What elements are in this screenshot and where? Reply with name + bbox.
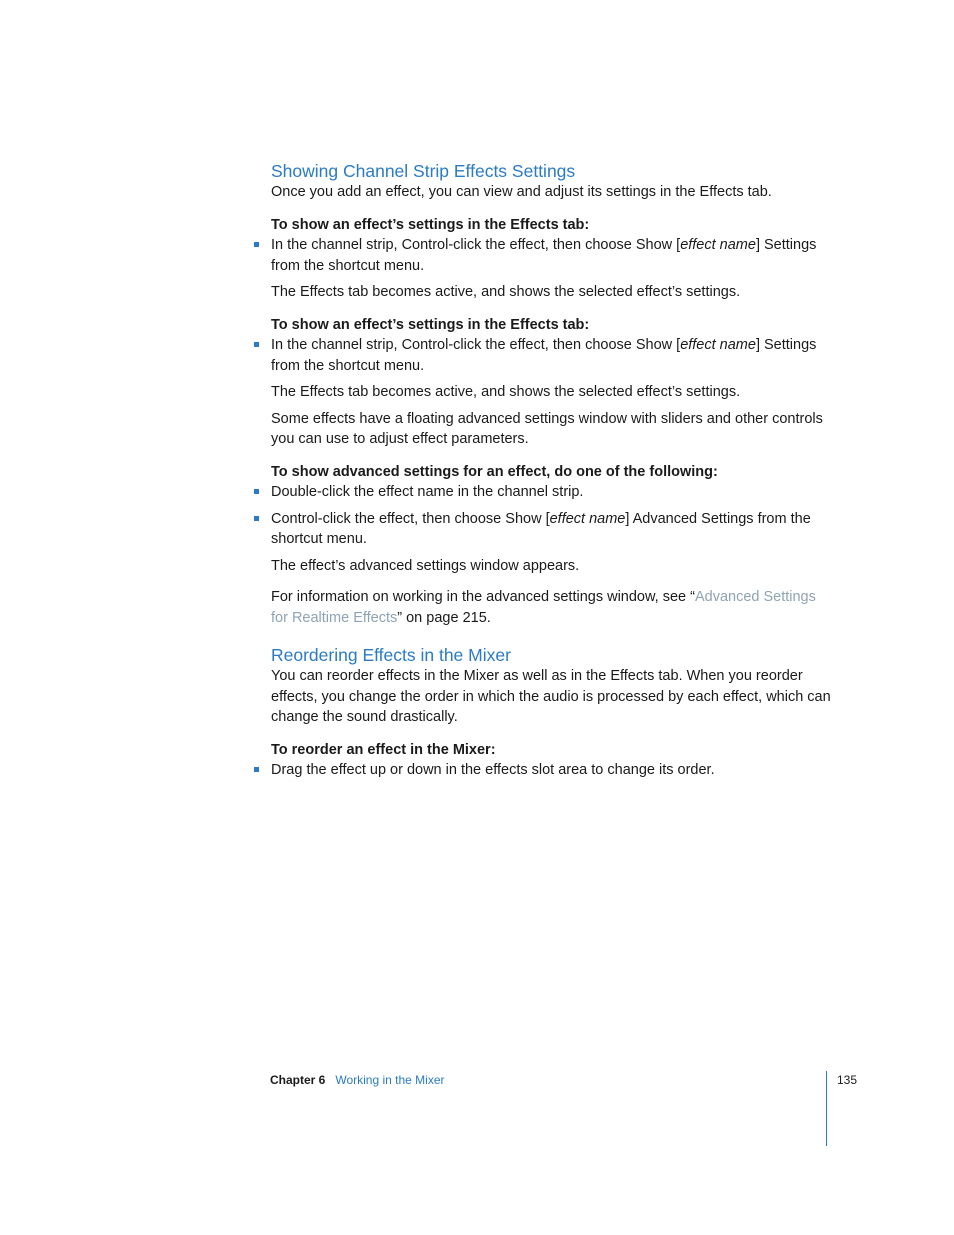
- bullet-text: Drag the effect up or down in the effects slot area to change its order.: [271, 762, 715, 778]
- bullet-text: ] Advanced Settings from the shortcut menu.: [271, 510, 811, 547]
- bullet-text: ] Settings from the shortcut menu.: [271, 237, 817, 274]
- bullet-italic: effect name: [549, 510, 626, 527]
- bullet-icon: [254, 242, 259, 247]
- footer-divider: [826, 1071, 827, 1146]
- list-item: [271, 335, 831, 376]
- reference-text: For information on working in the advanced settings window, see “: [271, 589, 695, 605]
- bullet-text: Control-click the effect, then choose Show [: [271, 510, 550, 527]
- section-heading: Showing Channel Strip Effects Settings: [271, 161, 576, 181]
- list-item: [271, 235, 831, 276]
- bullet-icon: [254, 342, 259, 347]
- list-item: [271, 760, 831, 781]
- bullet-icon: [254, 767, 259, 772]
- bullet-italic: effect name: [680, 337, 756, 353]
- task-heading: To show an effect’s settings in the Effects tab:: [271, 216, 590, 233]
- chapter-title: Working in the Mixer: [335, 1073, 445, 1087]
- bullet-text: In the channel strip, Control-click the effect, then choose Show [: [271, 337, 681, 353]
- bullet-text: In the channel strip, Control-click the effect, then choose Show [: [271, 237, 681, 253]
- task-heading: To show advanced settings for an effect, do one of the following:: [271, 463, 718, 480]
- page-number: 135: [837, 1073, 858, 1087]
- result-text: The effect’s advanced settings window appears.: [271, 557, 580, 574]
- page-content: [271, 160, 831, 781]
- bullet-italic: effect name: [680, 237, 756, 253]
- list-item: [271, 482, 831, 503]
- section-intro: You can reorder effects in the Mixer as well as in the Effects tab. When you reorder effects, you change the order in which the audio is processed by each effect, which can change the sound drastically.: [271, 668, 831, 725]
- cross-reference: [271, 587, 831, 628]
- task-heading: To reorder an effect in the Mixer:: [271, 741, 496, 758]
- result-text: The Effects tab becomes active, and shows the selected effect’s settings.: [271, 284, 741, 300]
- section-intro: Once you add an effect, you can view and adjust its settings in the Effects tab.: [271, 184, 772, 200]
- list-item: [271, 509, 831, 550]
- bullet-text: Double-click the effect name in the channel strip.: [271, 484, 584, 500]
- bullet-text: ] Settings from the shortcut menu.: [271, 337, 817, 374]
- task-heading: To show an effect’s settings in the Effects tab:: [271, 316, 590, 333]
- chapter-label: Chapter 6: [270, 1073, 326, 1087]
- page-footer: [270, 1072, 445, 1088]
- bullet-icon: [254, 516, 259, 521]
- cross-reference-link[interactable]: Advanced Settings for Realtime Effects: [271, 589, 816, 626]
- bullet-icon: [254, 489, 259, 494]
- reference-text: ” on page 215.: [397, 609, 491, 626]
- body-paragraph: Some effects have a floating advanced settings window with sliders and other controls you can use to adjust effect parameters.: [271, 410, 823, 447]
- result-text: The Effects tab becomes active, and shows the selected effect’s settings.: [271, 384, 741, 400]
- section-heading: Reordering Effects in the Mixer: [271, 645, 511, 665]
